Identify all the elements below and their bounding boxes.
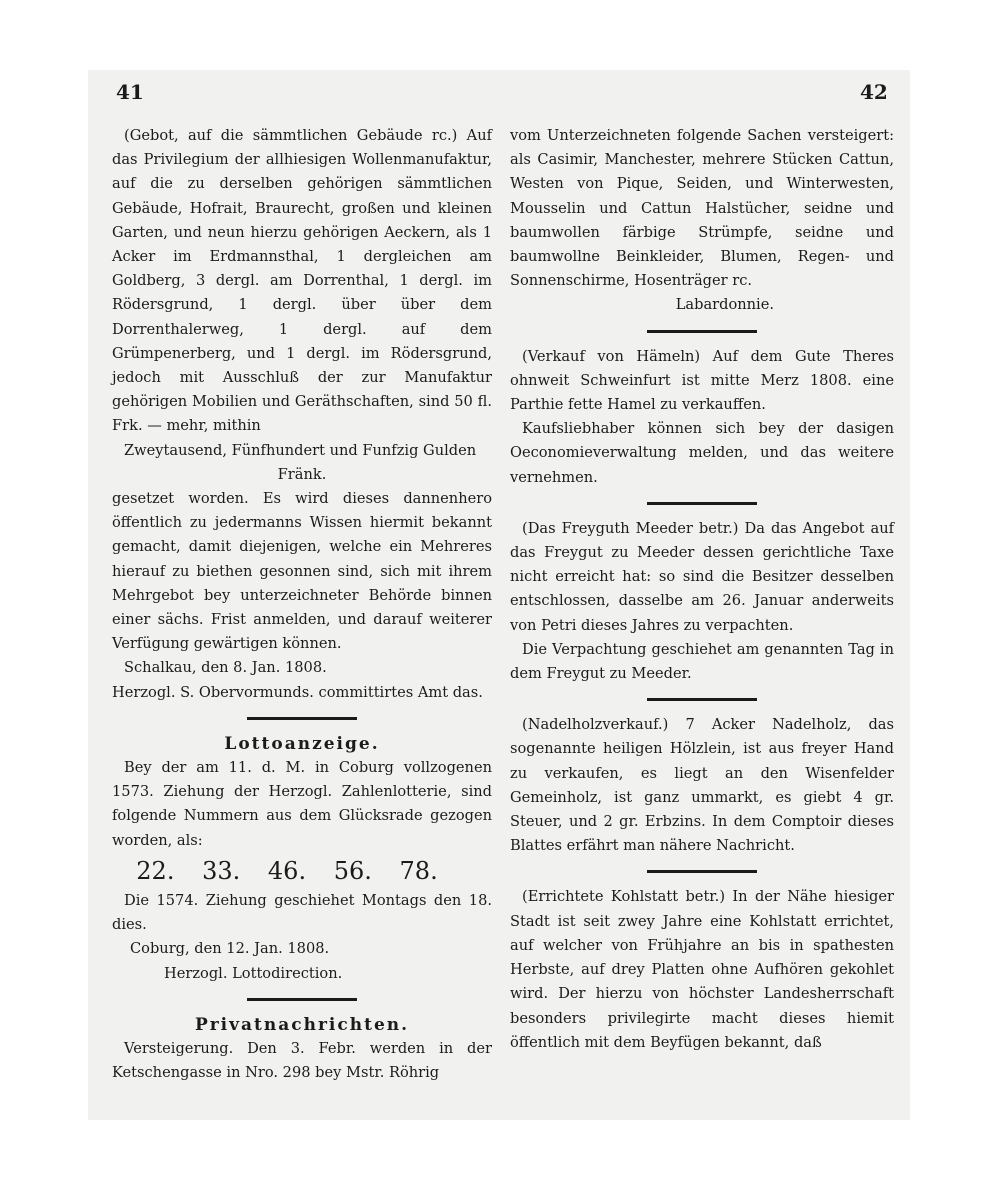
divider-rule (647, 330, 757, 333)
lotto-number: 46. (267, 856, 307, 885)
charcoal-paragraph: (Errichtete Kohlstatt betr.) In der Nähe hiesiger Stadt ist seit zwey Jahre eine Kohlstatt errichtet, auf welcher von Frühjahre an bis in spathesten Herbste, auf drey Platten ohne Aufhören gekohlet wird. Der hierzu von höchster Landesherrschaft besonders privilegirte macht dieses hiemit öffentlich mit dem Beyfügen bekannt, daß (510, 888, 894, 1051)
divider-rule (647, 698, 757, 701)
sheep-sale-paragraph-2: Kaufsliebhaber können sich bey der dasigen Oeconomieverwaltung melden, und das weitere vernehmen. (510, 420, 894, 486)
auction-signature: Labardonnie. (675, 296, 774, 314)
auction-continuation: vom Unterzeichneten folgende Sachen versteigert: als Casimir, Manchester, mehrere Stücken Cattun, Westen von Pique, Seiden, und Winterwesten, Mousselin und Cattun Halstücher, seidne und baumwollen färbige Strümpfe, seidne und baumwollne Beinkleider, Blumen, Regen- und Sonnenschirme, Hosenträger rc. (510, 127, 894, 290)
divider-rule (647, 870, 757, 873)
bid-authority: Herzogl. S. Obervormunds. committirtes Amt das. (112, 683, 483, 701)
bid-notice-paragraph: (Gebot, auf die sämmtlichen Gebäude rc.) Auf das Privilegium der allhiesigen Wollenmanufaktur, auf die zu derselben gehörigen sämmtlichen Gebäude, Hofrait, Braurecht, großen und kleinen Garten, und neun hierzu gehörigen Aeckern, als 1 Acker im Erdmannsthal, 1 dergleichen am Goldberg, 3 dergl. am Dorrenthal, 1 dergl. im Rödersgrund, 1 dergl. über über dem Dorrenthalerweg, 1 dergl. auf dem Grümpenerberg, und 1 dergl. im Rödersgrund, jedoch mit Ausschluß der zur Manufaktur gehörigen Mobilien und Geräthschaften, sind 50 fl. Frk. — mehr, mithin (112, 127, 492, 435)
meeder-paragraph-2: Die Verpachtung geschiehet am genannten Tag in dem Freygut zu Meeder. (510, 640, 894, 683)
timber-sale-paragraph: (Nadelholzverkauf.) 7 Acker Nadelholz, das sogenannte heiligen Hölzlein, ist aus freyer Hand zu verkaufen, es liegt an den Wisenfelder Gemeinholz, ist ganz ummarkt, es giebt 4 gr. Steuer, und 2 gr. Erbzins. In dem Comptoir dieses Blattes erfährt man nähere Nachricht. (510, 716, 894, 855)
lotto-paragraph: Bey der am 11. d. M. in Coburg vollzogenen 1573. Ziehung der Herzogl. Zahlenlotterie, sind folgende Nummern aus dem Glücksrade gezogen worden, als: (112, 759, 492, 849)
auction-paragraph: Versteigerung. Den 3. Febr. werden in der Ketschengasse in Nro. 298 bey Mstr. Röhrig (112, 1039, 492, 1082)
divider-rule (647, 502, 757, 505)
lotto-next-draw: Die 1574. Ziehung geschiehet Montags den 18. dies. (112, 891, 492, 934)
divider-rule (247, 717, 357, 720)
lotto-number: 22. (136, 856, 175, 885)
private-news-heading: Privatnachrichten. (194, 1014, 410, 1035)
bid-amount: Zweytausend, Fünfhundert und Funfzig Gulden (124, 441, 477, 459)
meeder-paragraph: (Das Freyguth Meeder betr.) Da das Angebot auf das Freygut zu Meeder dessen gerichtliche Taxe nicht erreicht hat: so sind die Besitzer desselben entschlossen, dasselbe am 26. Januar anderweits von Petri dieses Jahres zu verpachten. (510, 519, 894, 634)
lotto-place-date: Coburg, den 12. Jan. 1808. (130, 940, 330, 958)
lotto-heading: Lottoanzeige. (224, 733, 380, 754)
lotto-number: 56. (333, 856, 372, 885)
lotto-number: 33. (202, 856, 241, 885)
page-number-right: 42 (860, 80, 888, 104)
bid-notice-continuation: gesetzet worden. Es wird dieses dannenhero öffentlich zu jedermanns Wissen hiermit bekannt gemacht, damit diejenigen, welche ein Mehreres hierauf zu biethen gesonnen sind, sich mit ihrem Mehrgebot bey unterzeichneter Behörde binnen einer sächs. Frist anmelden, und darauf weiterer Verfügung gewärtigen können. (112, 490, 492, 653)
lotto-number: 78. (399, 856, 438, 885)
bid-amount-end: Fränk. (277, 465, 327, 483)
lotto-numbers (112, 853, 492, 889)
divider-rule (247, 998, 357, 1001)
page-number-left: 41 (116, 80, 144, 104)
right-column (510, 124, 894, 1055)
bid-place-date: Schalkau, den 8. Jan. 1808. (124, 659, 327, 677)
left-column (112, 124, 492, 1085)
sheep-sale-paragraph: (Verkauf von Hämeln) Auf dem Gute Theres ohnweit Schweinfurt ist mitte Merz 1808. eine Parthie fette Hamel zu verkauffen. (510, 347, 894, 414)
lotto-signature: Herzogl. Lottodirection. (164, 964, 343, 982)
